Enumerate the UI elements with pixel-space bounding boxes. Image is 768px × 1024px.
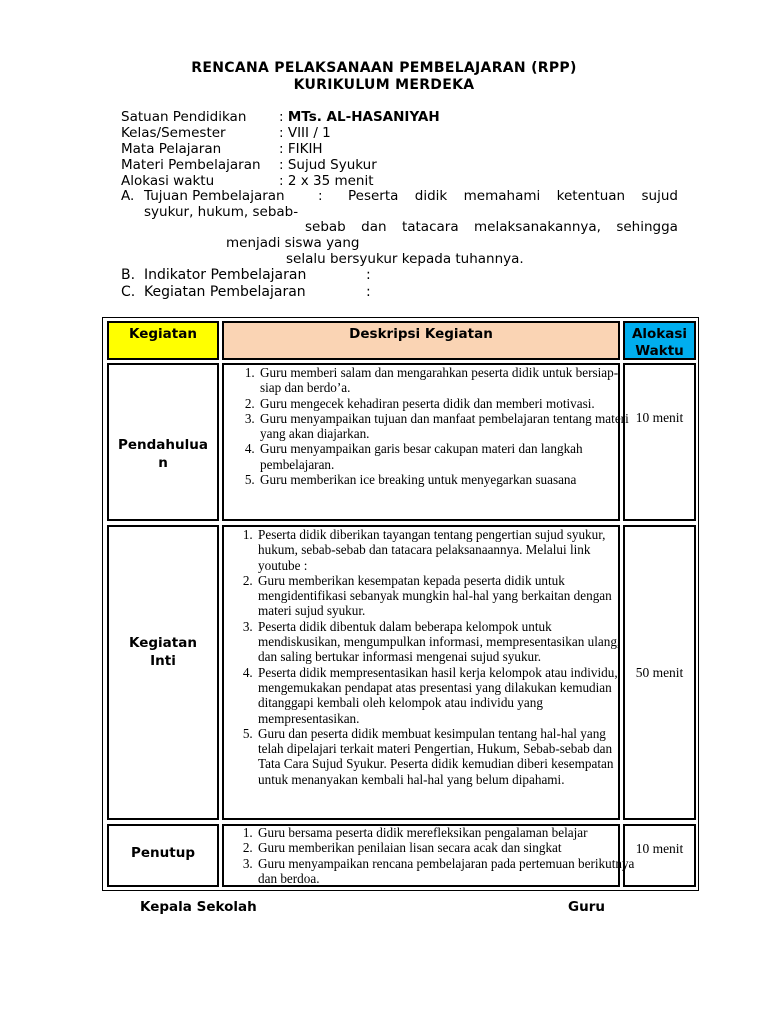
header-alokasi-line1: Alokasi (631, 326, 688, 342)
info-label: Alokasi waktu (121, 173, 215, 189)
section-indikator (121, 267, 371, 284)
signature-kepala-sekolah: Kepala Sekolah (140, 899, 257, 915)
header-kegiatan-label: Kegiatan (129, 326, 197, 342)
signature-guru: Guru (568, 899, 605, 915)
info-value: MTs. AL-HASANIYAH (287, 109, 440, 125)
tujuan-line-1 (348, 188, 678, 204)
tujuan-word: sebab (305, 219, 346, 235)
info-label: Kelas/Semester (121, 125, 226, 141)
header-alokasi (623, 321, 696, 360)
tujuan-colon: : (318, 188, 323, 204)
row-pendahuluan-duration: 10 menit (635, 410, 684, 425)
tujuan-word: melaksanakannya, (474, 219, 601, 235)
info-row-mapel (121, 141, 323, 157)
info-separator: : (279, 125, 288, 141)
row-penutup-duration: 10 menit (635, 841, 684, 856)
tujuan-line-5: selalu bersyukur kepada tuhannya. (286, 251, 524, 267)
tujuan-word: sujud (641, 188, 678, 204)
row-name-line: n (158, 455, 168, 471)
section-kegiatan (121, 284, 371, 301)
info-separator: : (279, 109, 288, 125)
list-item: 1. Guru memberi salam dan mengarahkan peserta didik untuk bersiap-siap dan berdo’a. (258, 365, 630, 396)
info-separator: : (279, 157, 288, 173)
tujuan-word: memahami (463, 188, 541, 204)
list-item: 4. Peserta didik mempresentasikan hasil kerja kelompok atau individu, mengemukakan pendapat atas presentasi yang dilakukan kemudian ditanggapi kembali oleh kelompok atau individu yang mempresentasikan. (256, 665, 634, 726)
row-pendahuluan-time-cell (623, 363, 696, 521)
tujuan-word: sehingga (616, 219, 678, 235)
info-separator: : (279, 141, 288, 157)
list-item: 2. Guru mengecek kehadiran peserta didik dan memberi motivasi. (258, 396, 630, 411)
list-item: 5. Guru dan peserta didik membuat kesimpulan tentang hal-hal yang telah dipelajari terkait materi Pengertian, Hukum, Sebab-sebab dan Tata Cara Sujud Syukur. Peserta didik kemudian diberi kesempatan untuk menanyakan kembali hal-hal yang belum dipahami. (256, 726, 634, 787)
row-penutup-name (107, 844, 219, 862)
row-pendahuluan-steps (236, 365, 630, 487)
list-item: 3. Guru menyampaikan rencana pembelajaran pada pertemuan berikutnya dan berdoa. (256, 856, 636, 887)
list-item: 3. Guru menyampaikan tujuan dan manfaat pembelajaran tentang materi yang akan diajarkan. (258, 411, 630, 442)
row-name-line: Penutup (131, 845, 195, 861)
tujuan-word: dan (361, 219, 387, 235)
info-value: VIII / 1 (287, 125, 331, 141)
row-name-line: Kegiatan (129, 635, 197, 651)
list-item: 3. Peserta didik dibentuk dalam beberapa kelompok untuk mendiskusikan, mengumpulkan informasi, mempresentasikan ulang, dan saling bertukar informasi mengenai sujud syukur. (256, 619, 634, 665)
tujuan-word: didik (414, 188, 448, 204)
row-inti-duration: 50 menit (635, 665, 684, 680)
tujuan-line-4: menjadi siswa yang (226, 235, 360, 251)
info-value: FIKIH (287, 141, 323, 157)
tujuan-word: tatacara (401, 219, 459, 235)
row-name-line: Inti (150, 653, 176, 669)
list-item: 4. Guru menyampaikan garis besar cakupan materi dan langkah pembelajaran. (258, 441, 630, 472)
section-colon: : (366, 284, 371, 300)
header-alokasi-line2: Waktu (635, 343, 684, 359)
info-row-kelas (121, 125, 331, 141)
header-deskripsi-label: Deskripsi Kegiatan (349, 326, 493, 342)
tujuan-word: Peserta (348, 188, 399, 204)
info-label: Satuan Pendidikan (121, 109, 247, 125)
section-label: Indikator Pembelajaran (144, 267, 307, 283)
row-pendahuluan-name (107, 436, 219, 472)
header-deskripsi (222, 321, 620, 360)
document-subtitle: KURIKULUM MERDEKA (293, 77, 475, 93)
header-kegiatan (107, 321, 219, 360)
row-inti-name (107, 634, 219, 670)
tujuan-line-3 (305, 219, 678, 235)
info-value: 2 x 35 menit (287, 173, 374, 189)
list-item: 2. Guru memberikan kesempatan kepada peserta didik untuk mengidentifikasi sebanyak mungkin hal-hal yang berkaitan dengan materi sujud syukur. (256, 573, 634, 619)
section-letter: B. (121, 267, 136, 283)
info-row-alokasi (121, 173, 374, 189)
tujuan-line-2: syukur, hukum, sebab- (144, 204, 299, 220)
tujuan-label: Tujuan Pembelajaran (144, 188, 285, 204)
tujuan-letter: A. (121, 188, 135, 204)
info-row-materi (121, 157, 377, 173)
info-label: Mata Pelajaran (121, 141, 222, 157)
list-item: 2. Guru memberikan penilaian lisan secara acak dan singkat (256, 840, 636, 855)
tujuan-word: ketentuan (556, 188, 626, 204)
section-label: Kegiatan Pembelajaran (144, 284, 306, 300)
section-letter: C. (121, 284, 136, 300)
row-penutup-steps (234, 825, 636, 886)
info-label: Materi Pembelajaran (121, 157, 261, 173)
info-separator: : (279, 173, 288, 189)
info-row-satuan (121, 109, 440, 125)
section-colon: : (366, 267, 371, 283)
row-inti-name-cell (107, 525, 219, 820)
list-item: 1. Guru bersama peserta didik merefleksikan pengalaman belajar (256, 825, 636, 840)
info-value: Sujud Syukur (287, 157, 377, 173)
list-item: 5. Guru memberikan ice breaking untuk menyegarkan suasana (258, 472, 630, 487)
list-item: 1. Peserta didik diberikan tayangan tentang pengertian sujud syukur, hukum, sebab-sebab dan tatacara pelaksanaannya. Melalui link youtube : (256, 527, 634, 573)
document-title: RENCANA PELAKSANAAN PEMBELAJARAN (RPP) (191, 60, 577, 76)
row-name-line: Pendahulua (117, 437, 208, 453)
row-inti-steps (234, 527, 634, 787)
